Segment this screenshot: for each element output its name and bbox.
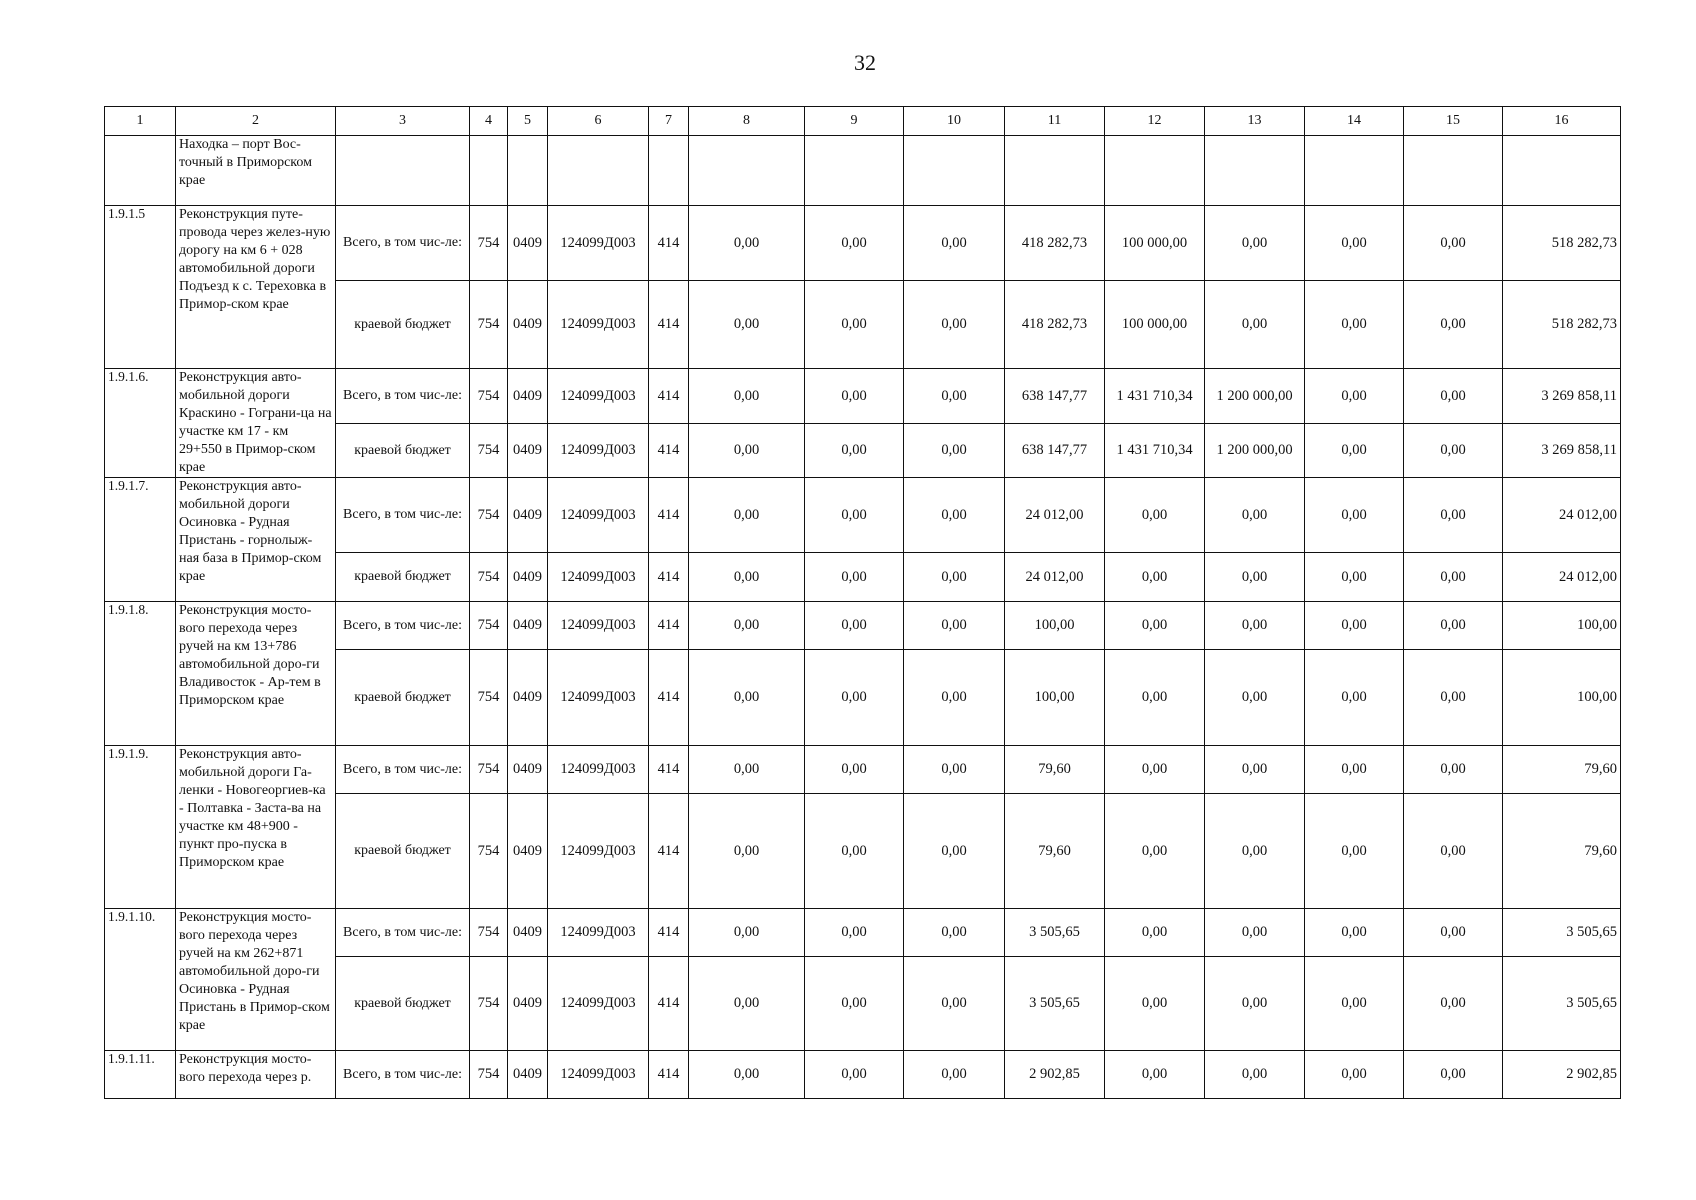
cell-col-14: 0,00	[1305, 424, 1404, 478]
cell-col-15: 0,00	[1404, 957, 1503, 1051]
cell-col-7: 414	[649, 794, 689, 909]
cell-col-12: 0,00	[1105, 794, 1205, 909]
cell-col-4: 754	[470, 1051, 508, 1099]
cell-col-6: 124099Д003	[548, 1051, 649, 1099]
cell-funding-source: краевой бюджет	[336, 281, 470, 369]
cell-col-4: 754	[470, 602, 508, 650]
budget-table	[104, 106, 1621, 1099]
column-header-4: 4	[470, 107, 508, 136]
cell-col-8: 0,00	[689, 369, 805, 424]
cell-empty	[1305, 136, 1404, 206]
cell-col-12: 0,00	[1105, 478, 1205, 553]
cell-col-9: 0,00	[805, 553, 904, 602]
cell-col-11: 24 012,00	[1005, 478, 1105, 553]
cell-col-13: 0,00	[1205, 794, 1305, 909]
cell-col-14: 0,00	[1305, 553, 1404, 602]
cell-funding-source: краевой бюджет	[336, 424, 470, 478]
cell-col-11: 100,00	[1005, 602, 1105, 650]
cell-col-9: 0,00	[805, 281, 904, 369]
cell-col-8: 0,00	[689, 1051, 805, 1099]
column-header-14: 14	[1305, 107, 1404, 136]
cell-col-6: 124099Д003	[548, 909, 649, 957]
cell-code: 1.9.1.7.	[105, 478, 176, 602]
cell-col-4: 754	[470, 369, 508, 424]
column-header-13: 13	[1205, 107, 1305, 136]
cell-col-12: 0,00	[1105, 909, 1205, 957]
cell-col-14: 0,00	[1305, 369, 1404, 424]
cell-col-7: 414	[649, 650, 689, 746]
cell-col-6: 124099Д003	[548, 746, 649, 794]
cell-col-10: 0,00	[904, 602, 1005, 650]
cell-col-10: 0,00	[904, 369, 1005, 424]
cell-col-14: 0,00	[1305, 602, 1404, 650]
cell-col-5: 0409	[508, 553, 548, 602]
cell-col-14: 0,00	[1305, 794, 1404, 909]
cell-col-6: 124099Д003	[548, 602, 649, 650]
cell-col-15: 0,00	[1404, 478, 1503, 553]
cell-col-9: 0,00	[805, 478, 904, 553]
cell-col-7: 414	[649, 553, 689, 602]
cell-empty	[649, 136, 689, 206]
cell-col-4: 754	[470, 553, 508, 602]
cell-col-12: 0,00	[1105, 553, 1205, 602]
cell-col-5: 0409	[508, 281, 548, 369]
column-header-2: 2	[176, 107, 336, 136]
cell-col-13: 0,00	[1205, 909, 1305, 957]
cell-name: Реконструкция мосто-вого перехода через ручей на км 13+786 автомобильной доро-ги Владивосток - Ар-тем в Приморском крае	[176, 602, 336, 746]
cell-empty	[904, 136, 1005, 206]
cell-col-13: 0,00	[1205, 1051, 1305, 1099]
cell-col-4: 754	[470, 650, 508, 746]
table-row	[105, 206, 1621, 281]
cell-col-5: 0409	[508, 909, 548, 957]
cell-col-16: 3 505,65	[1503, 909, 1621, 957]
cell-col-11: 638 147,77	[1005, 369, 1105, 424]
cell-name: Реконструкция мосто-вого перехода через р.	[176, 1051, 336, 1099]
cell-empty	[548, 136, 649, 206]
cell-col-5: 0409	[508, 369, 548, 424]
cell-col-10: 0,00	[904, 909, 1005, 957]
table-header	[105, 107, 1621, 136]
cell-funding-source: краевой бюджет	[336, 553, 470, 602]
cell-col-16: 518 282,73	[1503, 281, 1621, 369]
cell-name: Реконструкция авто-мобильной дороги Осиновка - Рудная Пристань - горнолыж-ная база в Примор-ском крае	[176, 478, 336, 602]
cell-empty	[470, 136, 508, 206]
cell-col-10: 0,00	[904, 1051, 1005, 1099]
cell-col-4: 754	[470, 746, 508, 794]
cell-col-11: 418 282,73	[1005, 281, 1105, 369]
cell-col-8: 0,00	[689, 553, 805, 602]
cell-col-9: 0,00	[805, 602, 904, 650]
table-row	[105, 746, 1621, 794]
cell-col-9: 0,00	[805, 909, 904, 957]
cell-col-12: 0,00	[1105, 957, 1205, 1051]
table-row	[105, 478, 1621, 553]
cell-col-14: 0,00	[1305, 957, 1404, 1051]
cell-col-16: 100,00	[1503, 602, 1621, 650]
cell-col-6: 124099Д003	[548, 478, 649, 553]
cell-funding-source: Всего, в том чис-ле:	[336, 369, 470, 424]
cell-code: 1.9.1.10.	[105, 909, 176, 1051]
cell-col-13: 0,00	[1205, 206, 1305, 281]
cell-col-14: 0,00	[1305, 909, 1404, 957]
cell-col-8: 0,00	[689, 794, 805, 909]
cell-empty	[1404, 136, 1503, 206]
cell-col-8: 0,00	[689, 478, 805, 553]
cell-col-16: 100,00	[1503, 650, 1621, 746]
cell-col-10: 0,00	[904, 424, 1005, 478]
cell-col-12: 0,00	[1105, 602, 1205, 650]
cell-col-12: 100 000,00	[1105, 206, 1205, 281]
cell-col-5: 0409	[508, 478, 548, 553]
cell-code: 1.9.1.11.	[105, 1051, 176, 1099]
cell-col-5: 0409	[508, 746, 548, 794]
cell-empty	[336, 136, 470, 206]
cell-col-13: 0,00	[1205, 281, 1305, 369]
column-header-1: 1	[105, 107, 176, 136]
column-header-8: 8	[689, 107, 805, 136]
cell-col-8: 0,00	[689, 602, 805, 650]
cell-col-7: 414	[649, 206, 689, 281]
column-header-11: 11	[1005, 107, 1105, 136]
cell-col-8: 0,00	[689, 281, 805, 369]
cell-funding-source: Всего, в том чис-ле:	[336, 746, 470, 794]
cell-col-5: 0409	[508, 602, 548, 650]
cell-col-8: 0,00	[689, 650, 805, 746]
cell-col-16: 3 269 858,11	[1503, 424, 1621, 478]
column-header-3: 3	[336, 107, 470, 136]
cell-col-9: 0,00	[805, 1051, 904, 1099]
cell-col-9: 0,00	[805, 424, 904, 478]
cell-col-15: 0,00	[1404, 650, 1503, 746]
cell-col-16: 24 012,00	[1503, 478, 1621, 553]
cell-col-5: 0409	[508, 794, 548, 909]
cell-col-14: 0,00	[1305, 478, 1404, 553]
cell-col-7: 414	[649, 281, 689, 369]
cell-col-16: 79,60	[1503, 794, 1621, 909]
cell-col-7: 414	[649, 478, 689, 553]
cell-col-4: 754	[470, 957, 508, 1051]
cell-col-6: 124099Д003	[548, 206, 649, 281]
cell-empty	[805, 136, 904, 206]
cell-col-15: 0,00	[1404, 602, 1503, 650]
cell-col-15: 0,00	[1404, 553, 1503, 602]
page-number: 32	[854, 50, 876, 75]
cell-col-9: 0,00	[805, 650, 904, 746]
column-header-10: 10	[904, 107, 1005, 136]
cell-col-15: 0,00	[1404, 746, 1503, 794]
table-row	[105, 369, 1621, 424]
cell-col-6: 124099Д003	[548, 369, 649, 424]
cell-col-7: 414	[649, 957, 689, 1051]
cell-name: Реконструкция авто-мобильной дороги Краскино - Гограни-ца на участке км 17 - км 29+550 в Примор-ском крае	[176, 369, 336, 478]
cell-code: 1.9.1.5	[105, 206, 176, 369]
cell-col-6: 124099Д003	[548, 553, 649, 602]
cell-col-4: 754	[470, 281, 508, 369]
cell-col-4: 754	[470, 909, 508, 957]
cell-col-13: 0,00	[1205, 478, 1305, 553]
cell-col-10: 0,00	[904, 746, 1005, 794]
cell-empty	[508, 136, 548, 206]
cell-col-4: 754	[470, 206, 508, 281]
cell-col-7: 414	[649, 1051, 689, 1099]
cell-empty	[1503, 136, 1621, 206]
cell-col-5: 0409	[508, 206, 548, 281]
cell-col-5: 0409	[508, 957, 548, 1051]
cell-col-13: 0,00	[1205, 957, 1305, 1051]
cell-name: Реконструкция авто-мобильной дороги Га-ленки - Новогеоргиев-ка - Полтавка - Заста-ва на участке км 48+900 - пункт про-пуска в Приморском крае	[176, 746, 336, 909]
column-header-6: 6	[548, 107, 649, 136]
table-row	[105, 1051, 1621, 1099]
cell-col-9: 0,00	[805, 206, 904, 281]
cell-name: Реконструкция мосто-вого перехода через ручей на км 262+871 автомобильной доро-ги Осиновка - Рудная Пристань в Примор-ском крае	[176, 909, 336, 1051]
cell-funding-source: краевой бюджет	[336, 650, 470, 746]
cell-col-11: 2 902,85	[1005, 1051, 1105, 1099]
cell-col-7: 414	[649, 746, 689, 794]
cell-col-9: 0,00	[805, 746, 904, 794]
cell-col-13: 0,00	[1205, 602, 1305, 650]
cell-col-12: 0,00	[1105, 746, 1205, 794]
table-row	[105, 909, 1621, 957]
table-body	[105, 136, 1621, 1099]
table-row	[105, 602, 1621, 650]
cell-code: 1.9.1.8.	[105, 602, 176, 746]
cell-col-10: 0,00	[904, 206, 1005, 281]
column-header-15: 15	[1404, 107, 1503, 136]
cell-col-7: 414	[649, 369, 689, 424]
cell-name: Находка – порт Вос-точный в Приморском крае	[176, 136, 336, 206]
cell-code	[105, 136, 176, 206]
cell-col-14: 0,00	[1305, 1051, 1404, 1099]
cell-funding-source: Всего, в том чис-ле:	[336, 909, 470, 957]
cell-col-11: 3 505,65	[1005, 957, 1105, 1051]
cell-col-15: 0,00	[1404, 281, 1503, 369]
cell-col-8: 0,00	[689, 909, 805, 957]
cell-col-11: 638 147,77	[1005, 424, 1105, 478]
cell-col-5: 0409	[508, 650, 548, 746]
cell-col-10: 0,00	[904, 650, 1005, 746]
cell-col-11: 100,00	[1005, 650, 1105, 746]
cell-col-6: 124099Д003	[548, 957, 649, 1051]
column-header-7: 7	[649, 107, 689, 136]
cell-col-16: 3 269 858,11	[1503, 369, 1621, 424]
cell-col-6: 124099Д003	[548, 794, 649, 909]
cell-col-15: 0,00	[1404, 794, 1503, 909]
cell-col-13: 1 200 000,00	[1205, 424, 1305, 478]
cell-col-16: 3 505,65	[1503, 957, 1621, 1051]
header-row	[105, 107, 1621, 136]
column-header-9: 9	[805, 107, 904, 136]
cell-col-14: 0,00	[1305, 746, 1404, 794]
cell-col-4: 754	[470, 794, 508, 909]
column-header-5: 5	[508, 107, 548, 136]
cell-col-16: 518 282,73	[1503, 206, 1621, 281]
cell-col-8: 0,00	[689, 957, 805, 1051]
cell-col-15: 0,00	[1404, 1051, 1503, 1099]
cell-empty	[1005, 136, 1105, 206]
continuation-row	[105, 136, 1621, 206]
cell-col-16: 79,60	[1503, 746, 1621, 794]
cell-col-14: 0,00	[1305, 281, 1404, 369]
cell-col-5: 0409	[508, 1051, 548, 1099]
cell-funding-source: краевой бюджет	[336, 794, 470, 909]
cell-col-10: 0,00	[904, 794, 1005, 909]
cell-col-16: 2 902,85	[1503, 1051, 1621, 1099]
cell-funding-source: Всего, в том чис-ле:	[336, 478, 470, 553]
cell-col-9: 0,00	[805, 957, 904, 1051]
cell-col-7: 414	[649, 424, 689, 478]
cell-empty	[1105, 136, 1205, 206]
cell-funding-source: Всего, в том чис-ле:	[336, 206, 470, 281]
cell-col-7: 414	[649, 602, 689, 650]
cell-col-13: 0,00	[1205, 746, 1305, 794]
cell-col-12: 1 431 710,34	[1105, 369, 1205, 424]
cell-col-4: 754	[470, 478, 508, 553]
cell-col-11: 79,60	[1005, 794, 1105, 909]
cell-col-9: 0,00	[805, 794, 904, 909]
cell-name: Реконструкция путе-провода через желез-ную дорогу на км 6 + 028 автомобильной дороги Подъезд к с. Тереховка в Примор-ском крае	[176, 206, 336, 369]
cell-col-11: 24 012,00	[1005, 553, 1105, 602]
cell-col-14: 0,00	[1305, 650, 1404, 746]
cell-col-10: 0,00	[904, 957, 1005, 1051]
cell-code: 1.9.1.6.	[105, 369, 176, 478]
cell-col-6: 124099Д003	[548, 424, 649, 478]
cell-code: 1.9.1.9.	[105, 746, 176, 909]
cell-empty	[689, 136, 805, 206]
cell-col-15: 0,00	[1404, 424, 1503, 478]
cell-col-14: 0,00	[1305, 206, 1404, 281]
cell-funding-source: Всего, в том чис-ле:	[336, 1051, 470, 1099]
cell-col-13: 0,00	[1205, 553, 1305, 602]
cell-col-15: 0,00	[1404, 909, 1503, 957]
cell-col-8: 0,00	[689, 424, 805, 478]
cell-funding-source: Всего, в том чис-ле:	[336, 602, 470, 650]
cell-col-11: 3 505,65	[1005, 909, 1105, 957]
cell-col-8: 0,00	[689, 206, 805, 281]
cell-col-15: 0,00	[1404, 206, 1503, 281]
cell-funding-source: краевой бюджет	[336, 957, 470, 1051]
cell-col-11: 79,60	[1005, 746, 1105, 794]
cell-col-15: 0,00	[1404, 369, 1503, 424]
column-header-12: 12	[1105, 107, 1205, 136]
cell-empty	[1205, 136, 1305, 206]
cell-col-6: 124099Д003	[548, 650, 649, 746]
column-header-16: 16	[1503, 107, 1621, 136]
cell-col-10: 0,00	[904, 281, 1005, 369]
cell-col-11: 418 282,73	[1005, 206, 1105, 281]
cell-col-10: 0,00	[904, 478, 1005, 553]
cell-col-10: 0,00	[904, 553, 1005, 602]
cell-col-12: 1 431 710,34	[1105, 424, 1205, 478]
cell-col-6: 124099Д003	[548, 281, 649, 369]
cell-col-16: 24 012,00	[1503, 553, 1621, 602]
cell-col-7: 414	[649, 909, 689, 957]
cell-col-8: 0,00	[689, 746, 805, 794]
cell-col-13: 0,00	[1205, 650, 1305, 746]
cell-col-12: 0,00	[1105, 650, 1205, 746]
cell-col-13: 1 200 000,00	[1205, 369, 1305, 424]
cell-col-5: 0409	[508, 424, 548, 478]
cell-col-9: 0,00	[805, 369, 904, 424]
cell-col-12: 0,00	[1105, 1051, 1205, 1099]
cell-col-12: 100 000,00	[1105, 281, 1205, 369]
cell-col-4: 754	[470, 424, 508, 478]
